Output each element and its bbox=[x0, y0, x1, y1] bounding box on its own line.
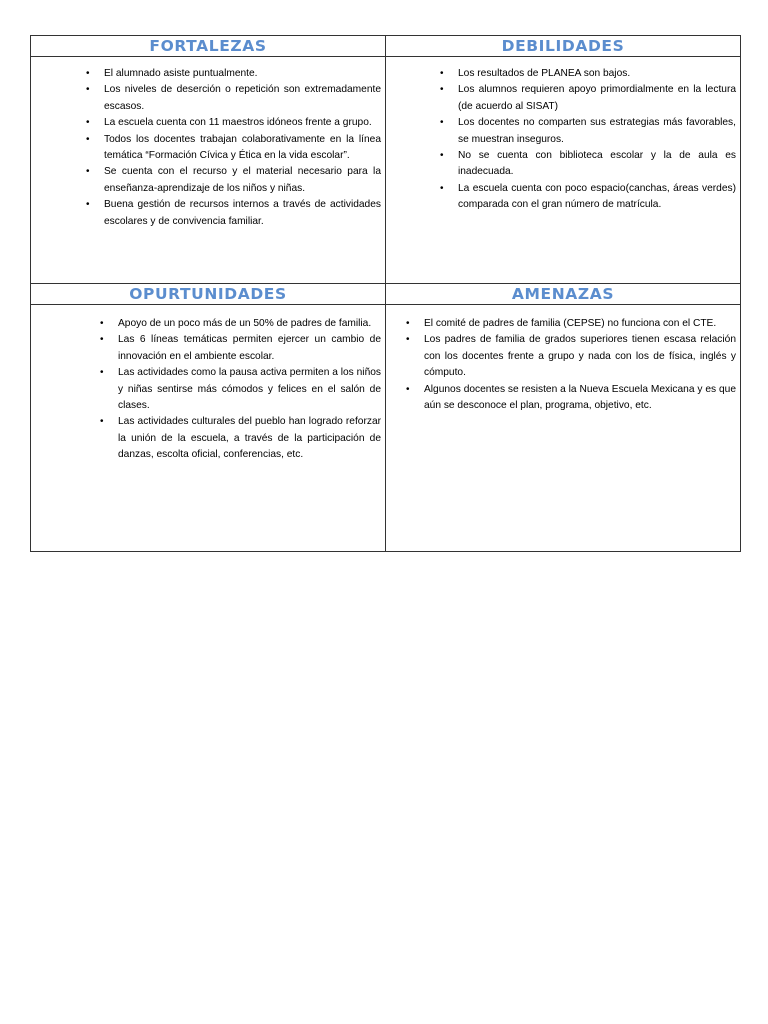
heading-amenazas: AMENAZAS bbox=[386, 284, 741, 305]
list-item: • La escuela cuenta con 11 maestros idóneos frente a grupo. bbox=[104, 115, 381, 131]
list-oportunidades bbox=[31, 305, 385, 464]
list-item: • Los alumnos requieren apoyo primordialmente en la lectura (de acuerdo al SISAT) bbox=[458, 82, 736, 115]
list-item: • No se cuenta con biblioteca escolar y la de aula es inadecuada. bbox=[458, 148, 736, 181]
list-item: • Los resultados de PLANEA son bajos. bbox=[458, 66, 736, 82]
list-item: • Se cuenta con el recurso y el material necesario para la enseñanza-aprendizaje de los niños y niñas. bbox=[104, 164, 381, 197]
list-debilidades bbox=[386, 57, 740, 214]
list-item: • Los padres de familia de grados superiores tienen escasa relación con los docentes frente a grupo y nada con los de física, inglés y cómputo. bbox=[424, 332, 736, 381]
list-item: • Apoyo de un poco más de un 50% de padres de familia. bbox=[118, 316, 381, 332]
list-item: • Todos los docentes trabajan colaborativamente en la línea temática “Formación Cívica y Ética en la vida escolar”. bbox=[104, 132, 381, 165]
list-amenazas bbox=[386, 305, 740, 414]
cell-amenazas bbox=[386, 305, 741, 552]
heading-fortalezas: FORTALEZAS bbox=[31, 36, 386, 57]
cell-debilidades bbox=[386, 57, 741, 284]
list-item: • Los niveles de deserción o repetición son extremadamente escasos. bbox=[104, 82, 381, 115]
list-item: • Buena gestión de recursos internos a través de actividades escolares y de convivencia familiar. bbox=[104, 197, 381, 230]
list-fortalezas bbox=[31, 57, 385, 230]
foda-matrix bbox=[30, 35, 741, 552]
heading-oportunidades: OPURTUNIDADES bbox=[31, 284, 386, 305]
cell-fortalezas bbox=[31, 57, 386, 284]
list-item: • Algunos docentes se resisten a la Nueva Escuela Mexicana y es que aún se desconoce el plan, programa, objetivo, etc. bbox=[424, 382, 736, 415]
list-item: • La escuela cuenta con poco espacio(canchas, áreas verdes) comparada con el gran número de matrícula. bbox=[458, 181, 736, 214]
list-item: • Los docentes no comparten sus estrategias más favorables, se muestran inseguros. bbox=[458, 115, 736, 148]
list-item: • Las 6 líneas temáticas permiten ejercer un cambio de innovación en el ambiente escolar. bbox=[118, 332, 381, 365]
list-item: • El alumnado asiste puntualmente. bbox=[104, 66, 381, 82]
list-item: • El comité de padres de familia (CEPSE) no funciona con el CTE. bbox=[424, 316, 736, 332]
list-item: • Las actividades como la pausa activa permiten a los niños y niñas sentirse más cómodos y felices en el salón de clases. bbox=[118, 365, 381, 414]
list-item: • Las actividades culturales del pueblo han logrado reforzar la unión de la escuela, a través de la participación de danzas, escolta oficial, conferencias, etc. bbox=[118, 414, 381, 463]
cell-oportunidades bbox=[31, 305, 386, 552]
heading-debilidades: DEBILIDADES bbox=[386, 36, 741, 57]
